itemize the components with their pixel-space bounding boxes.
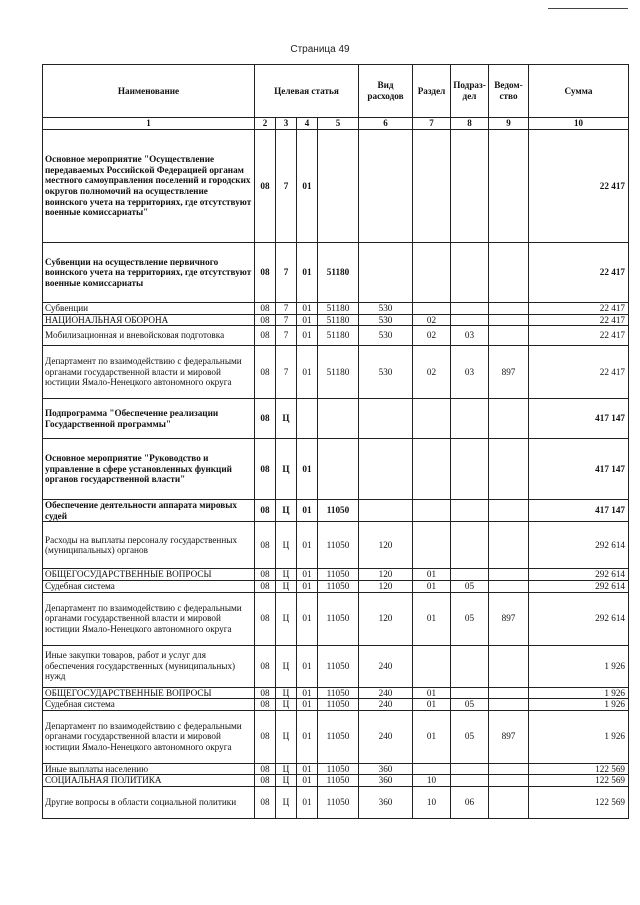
target-code-3: 01 (297, 439, 318, 500)
row-name: Департамент по взаимодействию с федеральными органами государственной власти и мировой юстиции Ямало-Ненецкого автономного округа (43, 346, 255, 399)
target-code-3: 01 (297, 314, 318, 326)
department (489, 569, 529, 581)
row-name: Мобилизационная и вневойсковая подготовка (43, 326, 255, 346)
amount: 292 614 (529, 569, 629, 581)
target-code-4: 11050 (318, 522, 359, 569)
target-code-3: 01 (297, 346, 318, 399)
expense-type: 120 (359, 569, 413, 581)
target-code-1: 08 (255, 580, 276, 592)
target-code-1: 08 (255, 763, 276, 775)
target-code-2: Ц (276, 569, 297, 581)
subsection (451, 522, 489, 569)
target-code-3: 01 (297, 710, 318, 763)
row-name: Департамент по взаимодействию с федеральными органами государственной власти и мировой юстиции Ямало-Ненецкого автономного округа (43, 710, 255, 763)
amount: 1 926 (529, 710, 629, 763)
target-code-1: 08 (255, 710, 276, 763)
col-num: 4 (297, 118, 318, 130)
target-code-4: 11050 (318, 687, 359, 699)
budget-table (42, 64, 629, 819)
target-code-4: 51180 (318, 326, 359, 346)
amount: 1 926 (529, 687, 629, 699)
target-code-3: 01 (297, 580, 318, 592)
department (489, 580, 529, 592)
target-code-2: 7 (276, 346, 297, 399)
target-code-4: 11050 (318, 710, 359, 763)
subsection (451, 439, 489, 500)
target-code-1: 08 (255, 699, 276, 711)
section: 02 (413, 346, 451, 399)
expense-type: 360 (359, 763, 413, 775)
table-row (43, 775, 629, 787)
target-code-1: 08 (255, 522, 276, 569)
col-num: 10 (529, 118, 629, 130)
col-num: 5 (318, 118, 359, 130)
target-code-1: 08 (255, 786, 276, 818)
expense-type: 530 (359, 346, 413, 399)
subsection (451, 314, 489, 326)
target-code-3: 01 (297, 569, 318, 581)
target-code-3: 01 (297, 687, 318, 699)
target-code-3: 01 (297, 303, 318, 315)
target-code-4: 11050 (318, 786, 359, 818)
header-expense-type: Вид расходов (359, 65, 413, 118)
subsection (451, 500, 489, 522)
department (489, 500, 529, 522)
header-subsection: Подраз-дел (451, 65, 489, 118)
target-code-4: 11050 (318, 645, 359, 687)
department (489, 775, 529, 787)
target-code-4 (318, 399, 359, 439)
row-name: Основное мероприятие "Осуществление передаваемых Российской Федерацией органам местного самоуправления поселений и городских округов полномочий на осуществление воинского учета на территориях, где отсутствуют военные комиссариаты" (43, 130, 255, 243)
header-target: Целевая статья (255, 65, 359, 118)
subsection (451, 775, 489, 787)
subsection (451, 687, 489, 699)
target-code-1: 08 (255, 346, 276, 399)
row-name: Судебная система (43, 580, 255, 592)
row-name: Расходы на выплаты персоналу государственных (муниципальных) органов (43, 522, 255, 569)
subsection: 03 (451, 326, 489, 346)
subsection (451, 243, 489, 303)
row-name: ОБЩЕГОСУДАРСТВЕННЫЕ ВОПРОСЫ (43, 569, 255, 581)
target-code-4: 51180 (318, 314, 359, 326)
table-row (43, 786, 629, 818)
target-code-4: 11050 (318, 775, 359, 787)
target-code-3: 01 (297, 786, 318, 818)
col-num: 7 (413, 118, 451, 130)
section: 01 (413, 580, 451, 592)
expense-type: 240 (359, 687, 413, 699)
section (413, 439, 451, 500)
subsection: 05 (451, 699, 489, 711)
section (413, 303, 451, 315)
table-row (43, 687, 629, 699)
target-code-3: 01 (297, 592, 318, 645)
amount: 292 614 (529, 580, 629, 592)
department: 897 (489, 346, 529, 399)
target-code-2: 7 (276, 303, 297, 315)
target-code-3: 01 (297, 243, 318, 303)
row-name: Другие вопросы в области социальной политики (43, 786, 255, 818)
subsection (451, 763, 489, 775)
target-code-2: Ц (276, 592, 297, 645)
section (413, 522, 451, 569)
section (413, 645, 451, 687)
expense-type (359, 243, 413, 303)
target-code-3: 01 (297, 645, 318, 687)
amount: 417 147 (529, 439, 629, 500)
target-code-2: 7 (276, 326, 297, 346)
expense-type: 120 (359, 580, 413, 592)
amount: 122 569 (529, 763, 629, 775)
row-name: Основное мероприятие "Руководство и управление в сфере установленных функций органов государственной власти" (43, 439, 255, 500)
department (489, 522, 529, 569)
expense-type: 240 (359, 699, 413, 711)
table-row (43, 326, 629, 346)
table-row (43, 439, 629, 500)
col-num: 6 (359, 118, 413, 130)
expense-type: 360 (359, 775, 413, 787)
target-code-4: 11050 (318, 500, 359, 522)
amount: 1 926 (529, 699, 629, 711)
target-code-2: Ц (276, 580, 297, 592)
target-code-4: 51180 (318, 303, 359, 315)
amount: 22 417 (529, 243, 629, 303)
department (489, 314, 529, 326)
expense-type: 360 (359, 786, 413, 818)
amount: 292 614 (529, 592, 629, 645)
expense-type: 530 (359, 303, 413, 315)
target-code-2: Ц (276, 399, 297, 439)
target-code-1: 08 (255, 500, 276, 522)
section: 01 (413, 699, 451, 711)
row-name: НАЦИОНАЛЬНАЯ ОБОРОНА (43, 314, 255, 326)
department (489, 763, 529, 775)
target-code-2: 7 (276, 130, 297, 243)
target-code-4 (318, 439, 359, 500)
target-code-1: 08 (255, 303, 276, 315)
section (413, 500, 451, 522)
amount: 292 614 (529, 522, 629, 569)
expense-type: 120 (359, 522, 413, 569)
col-num: 3 (276, 118, 297, 130)
target-code-2: 7 (276, 243, 297, 303)
section: 02 (413, 326, 451, 346)
target-code-2: Ц (276, 439, 297, 500)
target-code-1: 08 (255, 569, 276, 581)
target-code-2: Ц (276, 710, 297, 763)
table-row (43, 500, 629, 522)
expense-type (359, 399, 413, 439)
table-row (43, 763, 629, 775)
target-code-1: 08 (255, 592, 276, 645)
column-number-row (43, 118, 629, 130)
department (489, 303, 529, 315)
department (489, 645, 529, 687)
target-code-4: 51180 (318, 346, 359, 399)
department (489, 130, 529, 243)
table-row (43, 592, 629, 645)
amount: 22 417 (529, 130, 629, 243)
table-row (43, 243, 629, 303)
expense-type: 240 (359, 710, 413, 763)
target-code-1: 08 (255, 645, 276, 687)
section (413, 399, 451, 439)
header-amount: Сумма (529, 65, 629, 118)
row-name: Иные закупки товаров, работ и услуг для обеспечения государственных (муниципальных) нужд (43, 645, 255, 687)
target-code-2: Ц (276, 500, 297, 522)
target-code-2: Ц (276, 786, 297, 818)
table-row (43, 346, 629, 399)
expense-type: 530 (359, 314, 413, 326)
row-name: Департамент по взаимодействию с федеральными органами государственной власти и мировой юстиции Ямало-Ненецкого автономного округа (43, 592, 255, 645)
amount: 22 417 (529, 314, 629, 326)
target-code-2: Ц (276, 522, 297, 569)
header-section: Раздел (413, 65, 451, 118)
table-row (43, 522, 629, 569)
section: 10 (413, 775, 451, 787)
table-row (43, 569, 629, 581)
amount: 22 417 (529, 346, 629, 399)
row-name: Иные выплаты населению (43, 763, 255, 775)
row-name: СОЦИАЛЬНАЯ ПОЛИТИКА (43, 775, 255, 787)
department (489, 399, 529, 439)
table-body (43, 130, 629, 819)
expense-type: 530 (359, 326, 413, 346)
col-num: 2 (255, 118, 276, 130)
target-code-2: 7 (276, 314, 297, 326)
subsection: 03 (451, 346, 489, 399)
target-code-3: 01 (297, 326, 318, 346)
expense-type (359, 130, 413, 243)
section: 01 (413, 592, 451, 645)
table-row (43, 699, 629, 711)
target-code-4: 11050 (318, 699, 359, 711)
header-department: Ведом-ство (489, 65, 529, 118)
target-code-1: 08 (255, 326, 276, 346)
target-code-3: 01 (297, 699, 318, 711)
table-row (43, 399, 629, 439)
target-code-4: 51180 (318, 243, 359, 303)
subsection (451, 130, 489, 243)
section: 10 (413, 786, 451, 818)
department: 897 (489, 592, 529, 645)
expense-type: 240 (359, 645, 413, 687)
amount: 122 569 (529, 775, 629, 787)
col-num: 1 (43, 118, 255, 130)
target-code-1: 08 (255, 439, 276, 500)
row-name: Субвенции (43, 303, 255, 315)
section (413, 130, 451, 243)
table-row (43, 303, 629, 315)
target-code-1: 08 (255, 314, 276, 326)
expense-type (359, 439, 413, 500)
page-label: Страница 49 (290, 44, 350, 55)
amount: 1 926 (529, 645, 629, 687)
department (489, 786, 529, 818)
table-row (43, 130, 629, 243)
col-num: 9 (489, 118, 529, 130)
row-name: Судебная система (43, 699, 255, 711)
row-name: Подпрограмма "Обеспечение реализации Государственной программы" (43, 399, 255, 439)
target-code-2: Ц (276, 687, 297, 699)
row-name: Обеспечение деятельности аппарата мировых судей (43, 500, 255, 522)
target-code-1: 08 (255, 243, 276, 303)
target-code-1: 08 (255, 775, 276, 787)
department (489, 687, 529, 699)
subsection: 05 (451, 592, 489, 645)
section: 01 (413, 687, 451, 699)
table-row (43, 580, 629, 592)
subsection (451, 303, 489, 315)
target-code-4: 11050 (318, 569, 359, 581)
subsection: 06 (451, 786, 489, 818)
target-code-3: 01 (297, 130, 318, 243)
target-code-4 (318, 130, 359, 243)
target-code-2: Ц (276, 763, 297, 775)
target-code-4: 11050 (318, 592, 359, 645)
subsection (451, 399, 489, 439)
subsection (451, 645, 489, 687)
target-code-2: Ц (276, 645, 297, 687)
target-code-2: Ц (276, 699, 297, 711)
target-code-1: 08 (255, 687, 276, 699)
section (413, 763, 451, 775)
header-name: Наименование (43, 65, 255, 118)
target-code-1: 08 (255, 399, 276, 439)
target-code-1: 08 (255, 130, 276, 243)
expense-type: 120 (359, 592, 413, 645)
amount: 22 417 (529, 303, 629, 315)
section: 01 (413, 710, 451, 763)
target-code-2: Ц (276, 775, 297, 787)
department (489, 243, 529, 303)
target-code-3: 01 (297, 763, 318, 775)
department (489, 326, 529, 346)
section: 02 (413, 314, 451, 326)
col-num: 8 (451, 118, 489, 130)
subsection: 05 (451, 580, 489, 592)
table-row (43, 645, 629, 687)
amount: 417 147 (529, 399, 629, 439)
amount: 122 569 (529, 786, 629, 818)
section: 01 (413, 569, 451, 581)
target-code-3: 01 (297, 522, 318, 569)
expense-type (359, 500, 413, 522)
row-name: Субвенции на осуществление первичного воинского учета на территориях, где отсутствуют военные комиссариаты (43, 243, 255, 303)
amount: 22 417 (529, 326, 629, 346)
department (489, 439, 529, 500)
target-code-3 (297, 399, 318, 439)
section (413, 243, 451, 303)
table-row (43, 710, 629, 763)
department: 897 (489, 710, 529, 763)
target-code-4: 11050 (318, 580, 359, 592)
department (489, 699, 529, 711)
corner-mark (548, 0, 628, 9)
amount: 417 147 (529, 500, 629, 522)
subsection: 05 (451, 710, 489, 763)
subsection (451, 569, 489, 581)
header-row (43, 65, 629, 118)
table-row (43, 314, 629, 326)
target-code-4: 11050 (318, 763, 359, 775)
row-name: ОБЩЕГОСУДАРСТВЕННЫЕ ВОПРОСЫ (43, 687, 255, 699)
target-code-3: 01 (297, 500, 318, 522)
target-code-3: 01 (297, 775, 318, 787)
